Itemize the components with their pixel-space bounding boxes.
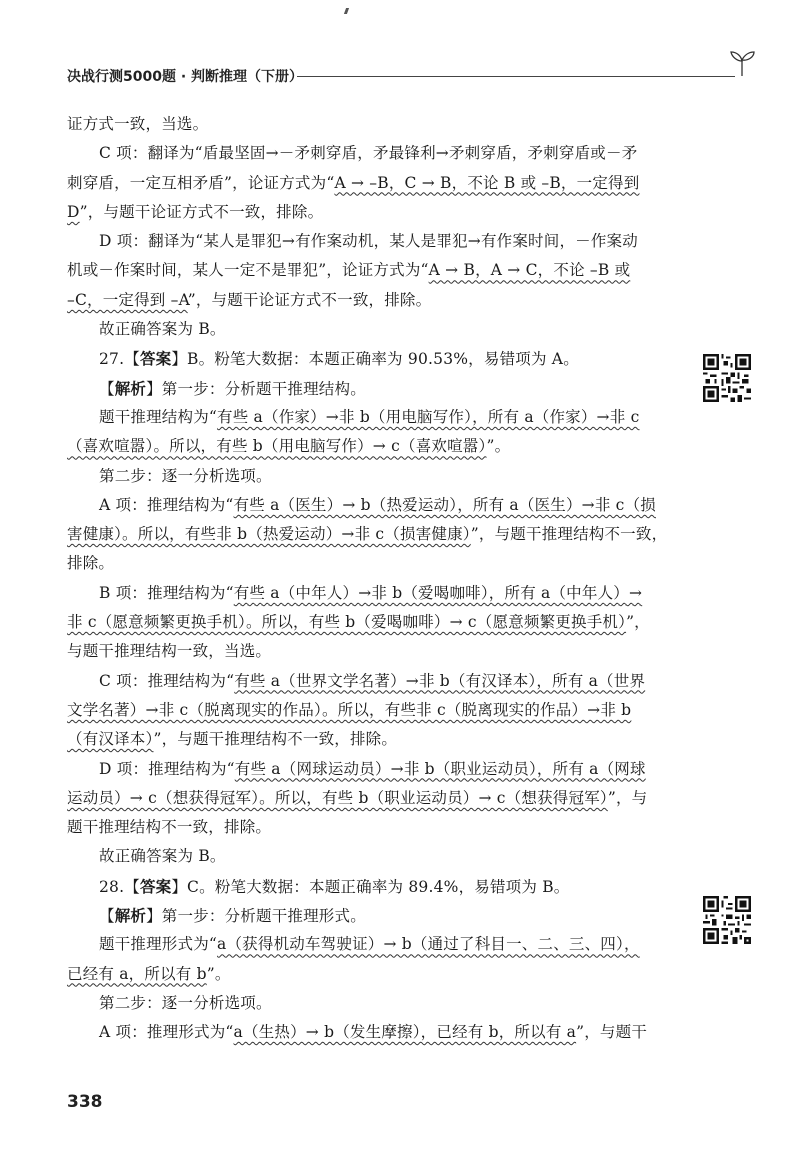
conclusion-line: 故正确答案为 B。 <box>99 847 226 866</box>
text-line: 证方式一致，当选。 <box>67 115 209 133</box>
text-line: C 项：翻译为“盾最坚固→－矛刺穿盾，矛最锋利→矛刺穿盾，矛刺穿盾或－矛 <box>99 144 638 163</box>
text-line: A 项：推理形式为“a（生热）→ b（发生摩擦），已经有 b，所以有 a”，与题干 <box>99 1023 648 1042</box>
text-line: 第二步：逐一分析选项。 <box>99 993 272 1012</box>
book-title: 决战行测5000题 · 判断推理（下册） <box>67 69 304 85</box>
qr-code-27[interactable] <box>703 354 751 402</box>
text-line: 刺穿盾，一定互相矛盾”，论证方式为“A → –B，C → B，不论 B 或 –B，一定得到 <box>67 173 640 192</box>
text-line: 与题干推理结构一致，当选。 <box>67 642 272 661</box>
text-line: 已经有 a，所以有 b”。 <box>67 964 231 983</box>
answer-line-28: 28.【答案】C。粉笔大数据：本题正确率为 89.4%，易错项为 B。 <box>99 876 570 896</box>
text-line: A 项：推理结构为“有些 a（医生）→ b（热爱运动），所有 a（医生）→非 c（损 <box>99 495 656 514</box>
text-line: B 项：推理结构为“有些 a（中年人）→非 b（爱喝咖啡），所有 a（中年人）→ <box>99 583 643 602</box>
answer-line-27: 27.【答案】B。粉笔大数据：本题正确率为 90.53%，易错项为 A。 <box>99 349 579 369</box>
text-line: （喜欢喧嚣）。所以，有些 b（用电脑写作）→ c（喜欢喧嚣）”。 <box>67 437 511 456</box>
text-line: 运动员）→ c（想获得冠军）。所以，有些 b（职业运动员）→ c（想获得冠军）”，与 <box>67 788 648 807</box>
text-line: 题干推理形式为“a（获得机动车驾驶证）→ b（通过了科目一、二、三、四）， <box>99 935 640 954</box>
text-line: 题干推理结构为“有些 a（作家）→非 b（用电脑写作），所有 a（作家）→非 c <box>99 407 640 426</box>
text-line: 文学名著）→非 c（脱离现实的作品）。所以，有些非 c（脱离现实的作品）→非 b <box>67 700 632 719</box>
text-line: 题干推理结构不一致，排除。 <box>67 818 272 837</box>
text-line: 害健康）。所以，有些非 b（热爱运动）→非 c（损害健康）”，与题干推理结构不一致， <box>67 525 668 544</box>
qr-code-28[interactable] <box>703 896 751 944</box>
text-line: D”，与题干论证方式不一致，排除。 <box>67 202 324 221</box>
text-line: D 项：推理结构为“有些 a（网球运动员）→非 b（职业运动员），所有 a（网球 <box>99 759 646 778</box>
page-number: 338 <box>67 1092 103 1112</box>
text-line: –C，一定得到 –A”，与题干论证方式不一致，排除。 <box>67 290 432 309</box>
text-line: 第二步：逐一分析选项。 <box>99 466 272 485</box>
text-line: 非 c（愿意频繁更换手机）。所以，有些 b（爱喝咖啡）→ c（愿意频繁更换手机）”， <box>67 613 650 632</box>
text-line: 排除。 <box>67 554 115 573</box>
text-line: D 项：翻译为“某人是罪犯→有作案动机，某人是罪犯→有作案时间，－作案动 <box>99 232 638 251</box>
header-rule <box>297 76 735 77</box>
text-line: 机或－作案时间，某人一定不是罪犯”，论证方式为“A → B，A → C，不论 –B 或 <box>67 261 631 280</box>
conclusion-line: 故正确答案为 B。 <box>99 320 226 339</box>
analysis-line: 【解析】第一步：分析题干推理结构。 <box>99 378 366 398</box>
scan-mark <box>344 8 349 14</box>
analysis-line: 【解析】第一步：分析题干推理形式。 <box>99 906 366 926</box>
page-body <box>67 110 667 1048</box>
text-line: （有汉译本）”，与题干推理结构不一致，排除。 <box>67 730 398 749</box>
sprout-icon <box>727 48 757 78</box>
text-line: C 项：推理结构为“有些 a（世界文学名著）→非 b（有汉译本），所有 a（世界 <box>99 671 646 690</box>
running-header <box>67 64 757 88</box>
